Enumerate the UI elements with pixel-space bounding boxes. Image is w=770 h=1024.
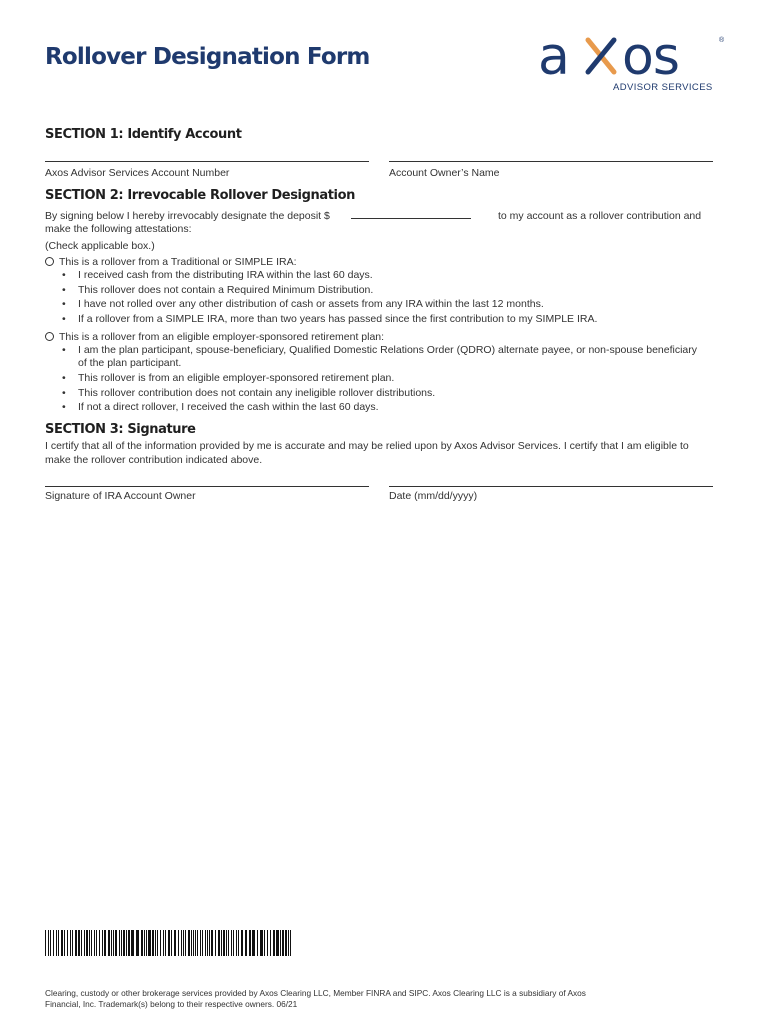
barcode-bar: [102, 930, 103, 956]
registered-mark: ®: [719, 37, 725, 44]
logo-x-mark: [588, 40, 614, 72]
barcode-bar: [136, 930, 139, 956]
option-employer-plan[interactable]: [45, 331, 384, 343]
barcode-bar: [165, 930, 166, 956]
list-item: • This rollover contribution does not contain any ineligible rollover distributions.: [60, 386, 700, 401]
signature-label: Signature of IRA Account Owner: [45, 490, 196, 502]
barcode-bar: [81, 930, 82, 956]
barcode-bar: [168, 930, 170, 956]
section2-title: SECTION 2: Irrevocable Rollover Designation: [45, 188, 355, 203]
footer-disclosure: Clearing, custody or other brokerage services provided by Axos Clearing LLC, Member FINRA and SIPC. Axos Clearing LLC is a subsidiary of Axos Financial, Inc. Trademark(s) belong to their respective owners. 06/21: [45, 988, 586, 1009]
barcode-bar: [64, 930, 65, 956]
barcode-bar: [152, 930, 154, 956]
barcode-bar: [61, 930, 63, 956]
barcode-bar: [228, 930, 229, 956]
barcode-bar: [111, 930, 112, 956]
barcode-bar: [209, 930, 210, 956]
barcode-bar: [223, 930, 225, 956]
barcode-bar: [121, 930, 122, 956]
barcode-bar: [205, 930, 206, 956]
list-item: • I am the plan participant, spouse-beneficiary, Qualified Domestic Relations Order (QDRO) alternate payee, or non-spouse beneficiary of the plan participant.: [60, 344, 700, 369]
date-line[interactable]: [389, 486, 713, 487]
option2-attestations: [60, 344, 700, 415]
barcode-bar: [50, 930, 51, 956]
barcode-bar: [236, 930, 237, 956]
section1-title: SECTION 1: Identify Account: [45, 127, 242, 142]
barcode-bar: [185, 930, 186, 956]
barcode-bar: [91, 930, 92, 956]
deposit-amount-line[interactable]: [351, 218, 471, 219]
barcode-bar: [233, 930, 234, 956]
list-item: • This rollover is from an eligible employer-sponsored retirement plan.: [60, 371, 700, 386]
radio-icon[interactable]: [45, 257, 54, 266]
barcode-bar: [45, 930, 46, 956]
option1-label: This is a rollover from a Traditional or SIMPLE IRA:: [59, 256, 297, 268]
barcode-bar: [280, 930, 281, 956]
barcode-bar: [48, 930, 49, 956]
barcode-bar: [163, 930, 164, 956]
list-item: • I received cash from the distributing IRA within the last 60 days.: [60, 268, 700, 283]
barcode-bar: [56, 930, 57, 956]
barcode-bar: [108, 930, 110, 956]
barcode-bar: [218, 930, 220, 956]
barcode-bar: [288, 930, 289, 956]
owner-name-line[interactable]: [389, 161, 713, 162]
barcode-bar: [178, 930, 179, 956]
barcode-bar: [207, 930, 208, 956]
list-item: • If a rollover from a SIMPLE IRA, more than two years has passed since the first contribution to my SIMPLE IRA.: [60, 312, 700, 327]
form-title: Rollover Designation Form: [45, 44, 370, 70]
barcode-bar: [200, 930, 201, 956]
barcode-bar: [67, 930, 68, 956]
barcode-bar: [245, 930, 247, 956]
barcode-bar: [202, 930, 203, 956]
barcode-bar: [146, 930, 147, 956]
option1-attestations: [60, 268, 700, 326]
barcode-bar: [104, 930, 106, 956]
barcode-bar: [115, 930, 117, 956]
barcode-bar: [86, 930, 88, 956]
logo-wordmark: a: [538, 30, 569, 87]
radio-icon[interactable]: [45, 332, 54, 341]
barcode-bar: [96, 930, 97, 956]
barcode-bar: [252, 930, 255, 956]
barcode-bar: [193, 930, 194, 956]
barcode-bar: [72, 930, 73, 956]
account-number-label: Axos Advisor Services Account Number: [45, 167, 230, 179]
barcode-bar: [267, 930, 268, 956]
barcode-bar: [215, 930, 216, 956]
barcode-bar: [160, 930, 161, 956]
signature-line[interactable]: [45, 486, 369, 487]
barcode-bar: [273, 930, 275, 956]
deposit-intro-text: By signing below I hereby irrevocably designate the deposit $: [45, 210, 330, 222]
barcode-bar: [128, 930, 130, 956]
barcode-bar: [131, 930, 134, 956]
barcode-bar: [75, 930, 77, 956]
barcode-bar: [157, 930, 158, 956]
option2-label: This is a rollover from an eligible employer-sponsored retirement plan:: [59, 331, 385, 343]
barcode-bar: [171, 930, 172, 956]
barcode-bar: [70, 930, 71, 956]
barcode-bar: [99, 930, 100, 956]
account-number-line[interactable]: [45, 161, 369, 162]
barcode-bar: [197, 930, 198, 956]
barcode-bar: [276, 930, 279, 956]
barcode-bar: [282, 930, 284, 956]
barcode-bar: [113, 930, 114, 956]
barcode-bar: [211, 930, 213, 956]
barcode-bar: [191, 930, 192, 956]
barcode-bar: [257, 930, 258, 956]
barcode-bar: [270, 930, 271, 956]
barcode-bar: [123, 930, 125, 956]
list-item: • I have not rolled over any other distribution of cash or assets from any IRA within the last 12 months.: [60, 297, 700, 312]
barcode-bar: [144, 930, 145, 956]
logo-subtitle: ADVISOR SERVICES: [613, 82, 713, 93]
barcode-bar: [249, 930, 251, 956]
barcode-bar: [89, 930, 90, 956]
date-label: Date (mm/dd/yyyy): [389, 490, 478, 502]
barcode-bar: [126, 930, 127, 956]
barcode-bar: [181, 930, 182, 956]
barcode-bar: [174, 930, 176, 956]
barcode-bar: [226, 930, 227, 956]
barcode-bar: [78, 930, 80, 956]
barcode-bar: [264, 930, 265, 956]
svg-text:os: os: [622, 30, 679, 87]
barcode-bar: [221, 930, 222, 956]
barcode-bar: [53, 930, 54, 956]
list-item: • If not a direct rollover, I received the cash within the last 60 days.: [60, 400, 700, 415]
barcode-bar: [84, 930, 85, 956]
option-traditional-simple-ira[interactable]: [45, 256, 297, 268]
barcode-bar: [231, 930, 232, 956]
barcode-bar: [148, 930, 151, 956]
check-note: (Check applicable box.): [45, 240, 155, 252]
barcode-bar: [188, 930, 190, 956]
deposit-intro-continued: to my account as a rollover contribution and: [498, 210, 702, 222]
barcode-icon: [45, 930, 293, 956]
barcode-bar: [155, 930, 156, 956]
barcode-bar: [183, 930, 184, 956]
barcode-bar: [195, 930, 196, 956]
barcode-bar: [260, 930, 263, 956]
barcode-bar: [285, 930, 287, 956]
barcode-bar: [241, 930, 243, 956]
barcode-bar: [58, 930, 59, 956]
list-item: • This rollover does not contain a Required Minimum Distribution.: [60, 283, 700, 298]
barcode-bar: [290, 930, 291, 956]
barcode-bar: [94, 930, 95, 956]
section3-title: SECTION 3: Signature: [45, 422, 196, 437]
attestations-intro: make the following attestations:: [45, 223, 192, 235]
barcode-bar: [119, 930, 120, 956]
certification-text: I certify that all of the information provided by me is accurate and may be relied upon by Axos Advisor Services. I certify that I am eligible to make the rollover contribution indicated above.: [45, 440, 689, 466]
barcode-bar: [238, 930, 239, 956]
barcode-bar: [141, 930, 143, 956]
owner-name-label: Account Owner’s Name: [389, 167, 500, 179]
